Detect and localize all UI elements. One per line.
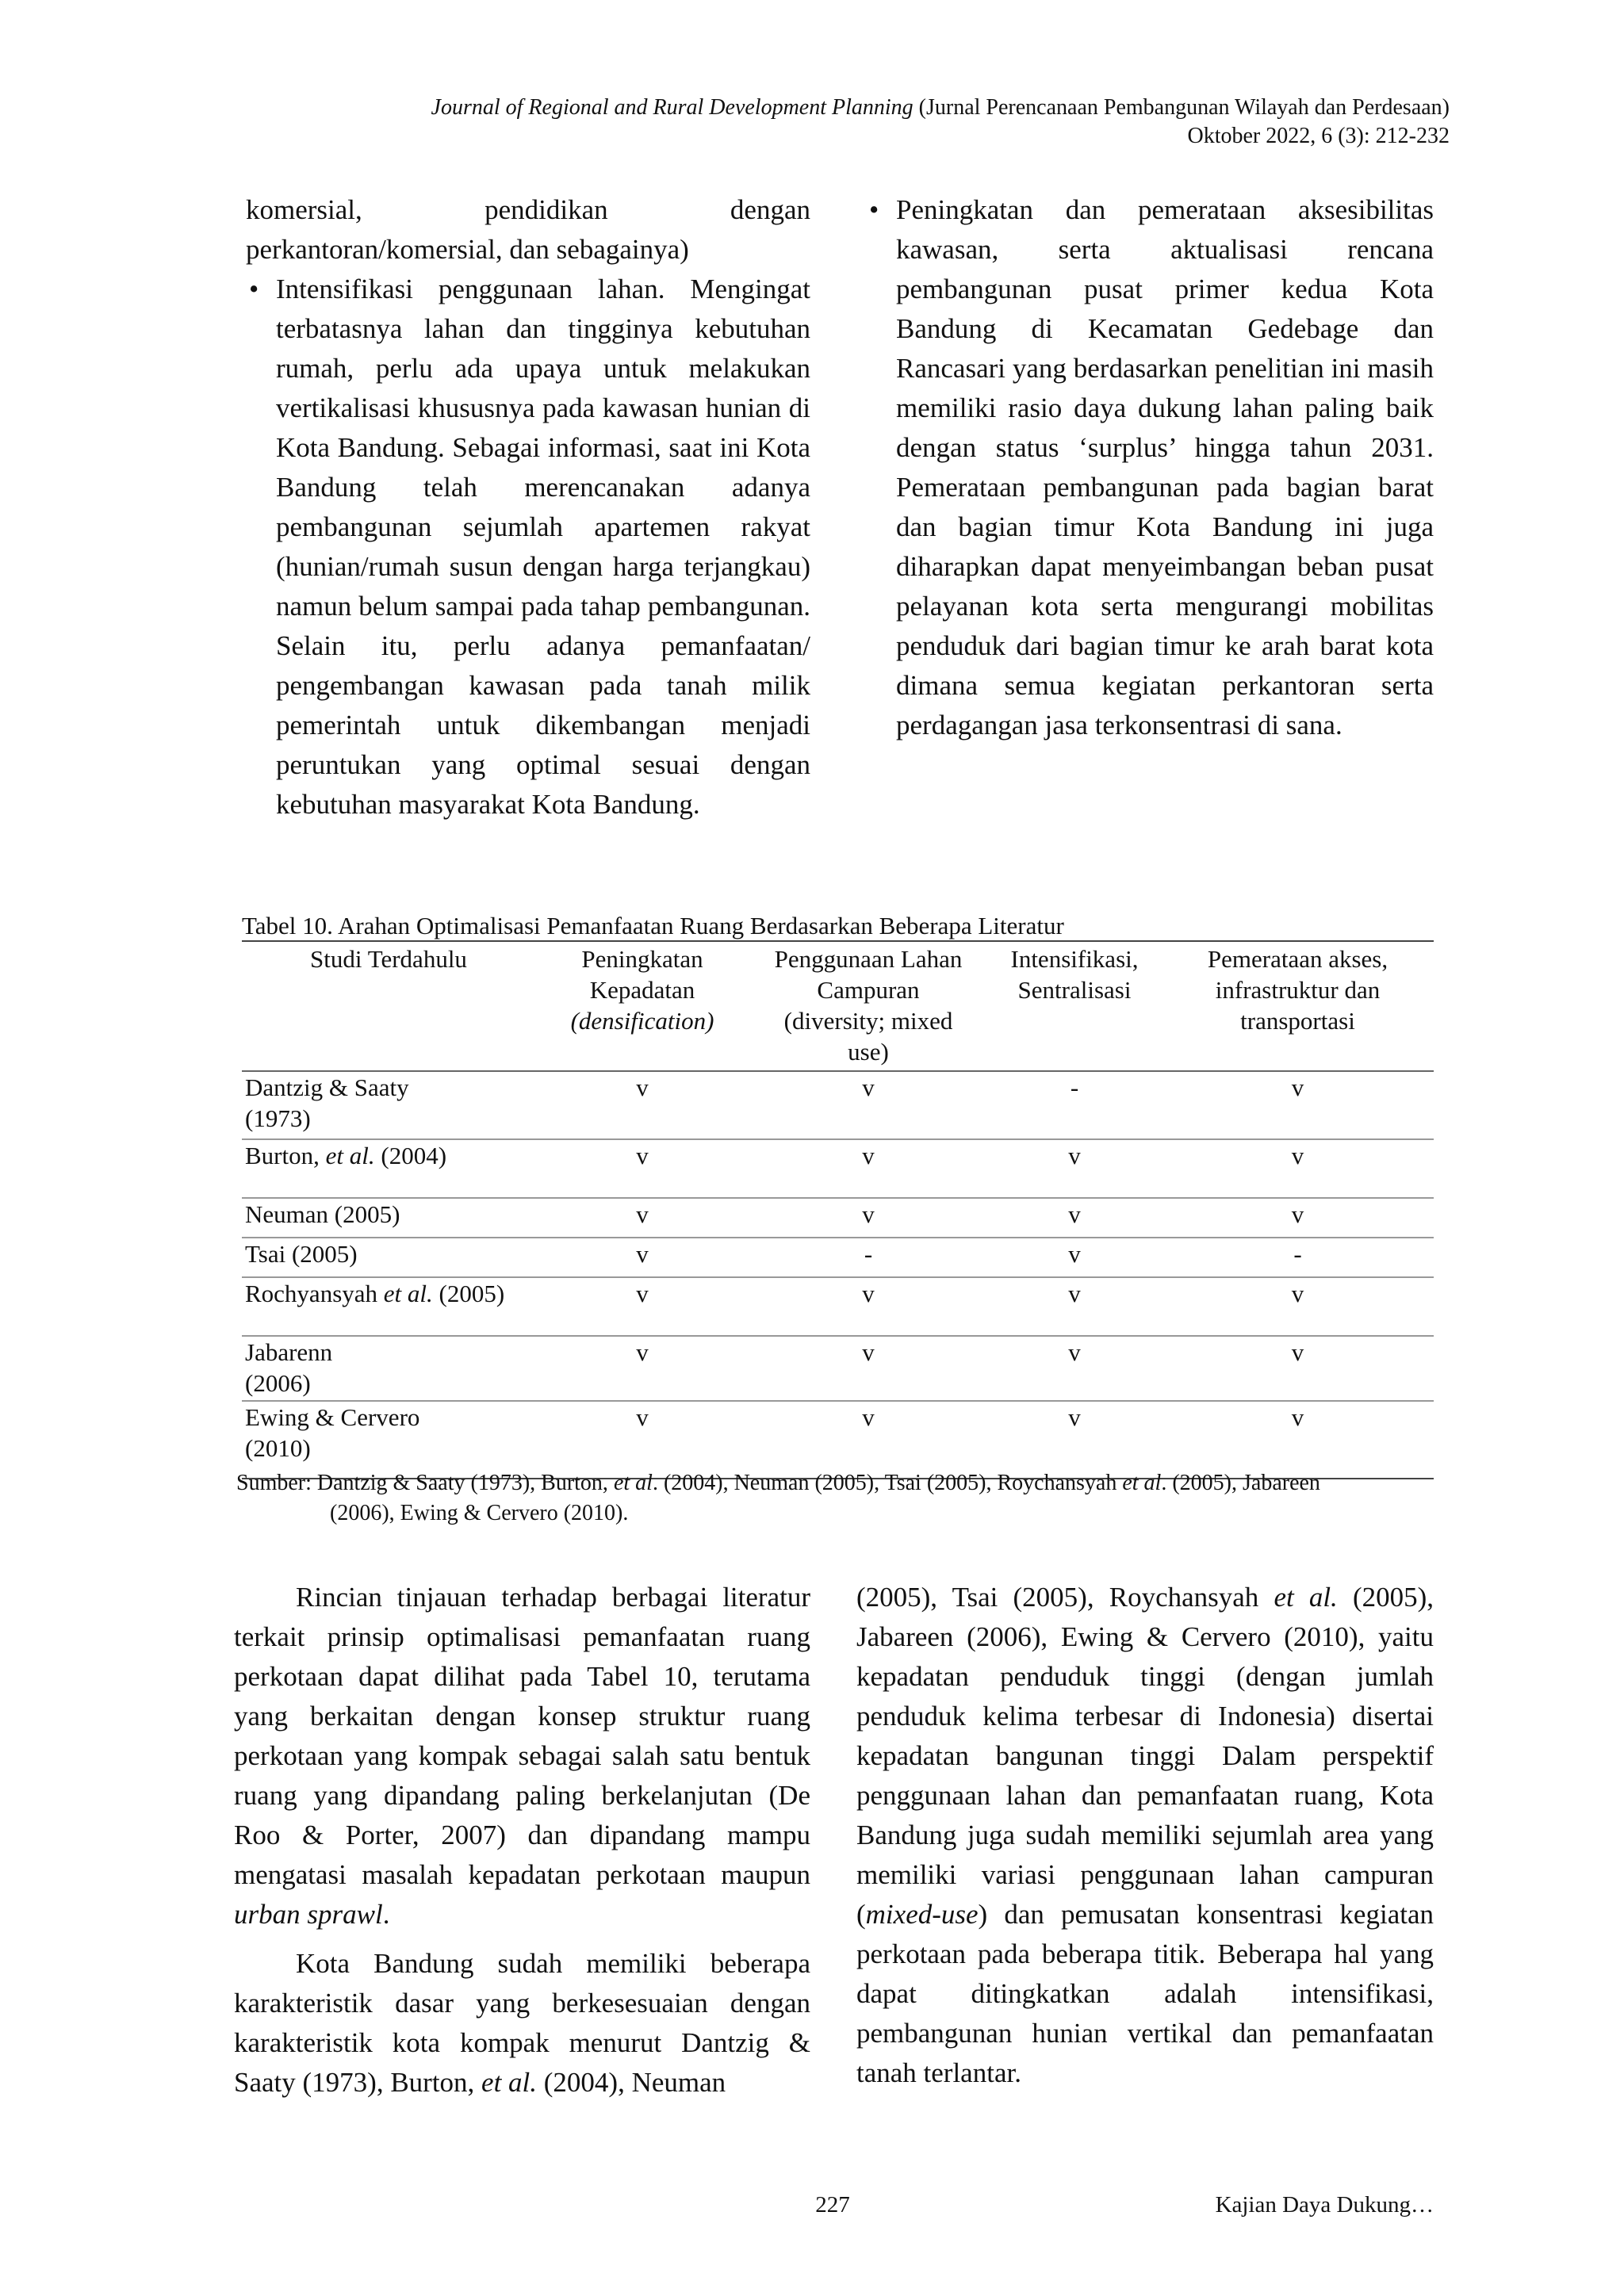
table-header-row: [242, 941, 1434, 1071]
density-cell: v: [535, 1071, 749, 1139]
mixed-use-cell: -: [749, 1238, 987, 1277]
table-source-note: Sumber: Dantzig & Saaty (1973), Burton, et al. (2004), Neuman (2005), Tsai (2005), Roychansyah et al. (2005), Jabareen (2006), Ewing & Cervero (2010).: [236, 1471, 1320, 1525]
literature-table: [242, 940, 1434, 1479]
mixed-use-cell: v: [749, 1071, 987, 1139]
table-row: [242, 1401, 1434, 1479]
density-cell: v: [535, 1238, 749, 1277]
intensification-cell: -: [987, 1071, 1162, 1139]
table-row: [242, 1071, 1434, 1139]
header-access: Pemerataan akses, infrastruktur dan transportasi: [1162, 941, 1434, 1071]
table-row: [242, 1336, 1434, 1401]
intensification-cell: v: [987, 1238, 1162, 1277]
page-number: 227: [815, 2192, 850, 2218]
study-cell: Dantzig & Saaty (1973): [242, 1071, 535, 1139]
journal-title: Journal of Regional and Rural Development Planning (Jurnal Perencanaan Pembangunan Wilayah dan Perdesaan): [431, 95, 1450, 120]
header-study: Studi Terdahulu: [242, 941, 535, 1071]
bullet-intensifikasi: • Intensifikasi penggunaan lahan. Mengingat terbatasnya lahan dan tingginya kebutuhan rumah, perlu ada upaya untuk melakukan vertikalisasi khususnya pada kawasan hunian di Kota Bandung. Sebagai informasi, saat ini Kota Bandung telah merencanakan adanya pembangunan sejumlah apartemen rakyat (hunian/rumah susun dengan harga terjangkau) namun belum sampai pada tahap pembangunan. Selain itu, perlu adanya pemanfaatan/ pengembangan kawasan pada tanah milik pemerintah untuk dikembangan menjadi peruntukan yang optimal sesuai dengan kebutuhan masyarakat Kota Bandung.: [246, 270, 810, 825]
access-cell: v: [1162, 1336, 1434, 1401]
study-cell: Rochyansyah et al. (2005): [242, 1277, 535, 1336]
access-cell: v: [1162, 1198, 1434, 1238]
mixed-use-cell: v: [749, 1139, 987, 1198]
header-mixed-use: Penggunaan Lahan Campuran (diversity; mixed use): [749, 941, 987, 1071]
table-caption: Tabel 10. Arahan Optimalisasi Pemanfaatan Ruang Berdasarkan Beberapa Literatur: [242, 912, 1064, 939]
mixed-use-cell: v: [749, 1336, 987, 1401]
running-footer-title: Kajian Daya Dukung…: [1215, 2192, 1434, 2218]
density-cell: v: [535, 1198, 749, 1238]
top-right-column: [866, 190, 1434, 745]
running-header: [431, 94, 1450, 151]
paragraph-compact-city: Kota Bandung sudah memiliki beberapa karakteristik dasar yang berkesesuaian dengan karakteristik kota kompak menurut Dantzig & Saaty (1973), Burton, et al. (2004), Neuman: [234, 1948, 810, 2098]
intensification-cell: v: [987, 1139, 1162, 1198]
table-row: [242, 1198, 1434, 1238]
study-cell: Neuman (2005): [242, 1198, 535, 1238]
header-intensification: Intensifikasi, Sentralisasi: [987, 941, 1162, 1071]
paragraph-compact-city-cont: (2005), Tsai (2005), Roychansyah et al. (2005), Jabareen (2006), Ewing & Cervero (2010), yaitu kepadatan penduduk tinggi (dengan jumlah penduduk kelima terbesar di Indonesia) disertai kepadatan bangunan tinggi Dalam perspektif penggunaan lahan dan pemanfaatan ruang, Kota Bandung juga sudah memiliki sejumlah area yang memiliki variasi penggunaan lahan campuran (mixed-use) dan pemusatan konsentrasi kegiatan perkotaan pada beberapa titik. Beberapa hal yang dapat ditingkatkan adalah intensifikasi, pembangunan hunian vertikal dan pemanfaatan tanah terlantar.: [856, 1582, 1434, 2088]
bottom-right-column: [856, 1578, 1434, 2093]
access-cell: v: [1162, 1277, 1434, 1336]
study-cell: Tsai (2005): [242, 1238, 535, 1277]
density-cell: v: [535, 1401, 749, 1479]
mixed-use-cell: v: [749, 1401, 987, 1479]
access-cell: v: [1162, 1071, 1434, 1139]
study-cell: Burton, et al. (2004): [242, 1139, 535, 1198]
study-cell: Ewing & Cervero (2010): [242, 1401, 535, 1479]
access-cell: -: [1162, 1238, 1434, 1277]
mixed-use-cell: v: [749, 1198, 987, 1238]
table-row: [242, 1238, 1434, 1277]
density-cell: v: [535, 1336, 749, 1401]
density-cell: v: [535, 1277, 749, 1336]
continued-bullet-text: komersial, pendidikan dengan perkantoran/komersial, dan sebagainya): [246, 194, 810, 265]
access-cell: v: [1162, 1139, 1434, 1198]
density-cell: v: [535, 1139, 749, 1198]
intensification-cell: v: [987, 1336, 1162, 1401]
header-density: Peningkatan Kepadatan (densification): [535, 941, 749, 1071]
access-cell: v: [1162, 1401, 1434, 1479]
intensification-cell: v: [987, 1277, 1162, 1336]
bottom-left-column: [234, 1578, 810, 2103]
intensification-cell: v: [987, 1401, 1162, 1479]
intensification-cell: v: [987, 1198, 1162, 1238]
mixed-use-cell: v: [749, 1277, 987, 1336]
bullet-aksesibilitas: • Peningkatan dan pemerataan aksesibilitas kawasan, serta aktualisasi rencana pembangunan pusat primer kedua Kota Bandung di Kecamatan Gedebage dan Rancasari yang berdasarkan penelitian ini masih memiliki rasio daya dukung lahan paling baik dengan status ‘surplus’ hingga tahun 2031. Pemerataan pembangunan pada bagian barat dan bagian timur Kota Bandung ini juga diharapkan dapat menyeimbangan beban pusat pelayanan kota serta mengurangi mobilitas penduduk dari bagian timur ke arah barat kota dimana semua kegiatan perkantoran serta perdagangan jasa terkonsentrasi di sana.: [866, 190, 1434, 745]
journal-issue: Oktober 2022, 6 (3): 212-232: [1187, 124, 1450, 148]
table-row: [242, 1139, 1434, 1198]
table-row: [242, 1277, 1434, 1336]
paragraph-literature-review: Rincian tinjauan terhadap berbagai literatur terkait prinsip optimalisasi pemanfaatan ruang perkotaan dapat dilihat pada Tabel 10, terutama yang berkaitan dengan konsep struktur ruang perkotaan yang kompak sebagai salah satu bentuk ruang yang dipandang paling berkelanjutan (De Roo & Porter, 2007) dan dipandang mampu mengatasi masalah kepadatan perkotaan maupun urban sprawl.: [234, 1582, 810, 1930]
top-left-column: [246, 190, 810, 825]
study-cell: Jabarenn (2006): [242, 1336, 535, 1401]
